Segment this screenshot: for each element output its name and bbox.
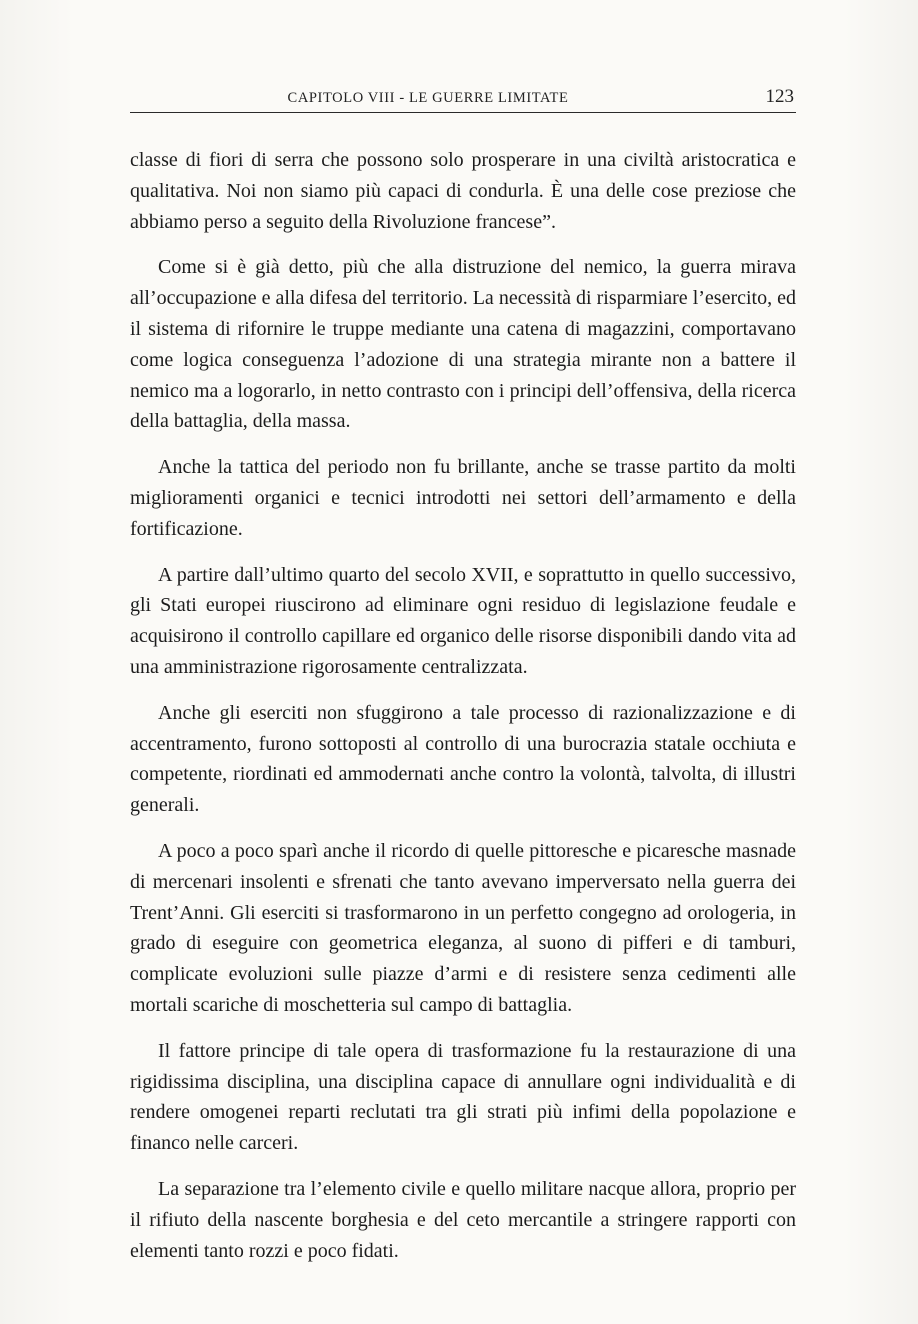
page-number: 123 bbox=[765, 86, 794, 107]
running-title: CAPITOLO VIII - LE GUERRE LIMITATE bbox=[287, 90, 569, 106]
paragraph-mercenaries: A poco a poco sparì anche il ricordo di quelle pittoresche e picaresche masnade di mercenari insolenti e sfrenati che tanto avevano imperversato nella guerra dei Trent’Anni. Gli eserciti si trasformarono in un perfetto congegno ad orologeria, in grado di eseguire con geometrica eleganza, al suono di pifferi e di tamburi, complicate evoluzioni sulle piazze d’armi e di resistere senza cedimenti alle mortali scariche di moschetteria sul campo di battaglia. bbox=[130, 839, 796, 1016]
running-header bbox=[130, 88, 796, 113]
body-text bbox=[130, 145, 796, 1262]
paragraph-tactics: Anche la tattica del periodo non fu brillante, anche se trasse partito da molti miglioramenti organici e tecnici introdotti nei settori dell’armamento e della fortificazione. bbox=[130, 456, 796, 540]
paragraph-separation: La separazione tra l’elemento civile e quello militare nacque allora, proprio per il rifiuto della nascente borghesia e del ceto mercantile a stringere rapporti con elementi tanto rozzi e poco fidati. bbox=[130, 1177, 796, 1262]
paragraph-discipline: Il fattore principe di tale opera di trasformazione fu la restaurazione di una rigidissima disciplina, una disciplina capace di annullare ogni individualità e di rendere omogenei reparti reclutati tra gli strati più infimi della popolazione e financo nelle carceri. bbox=[130, 1039, 796, 1155]
paragraph-strategy: Come si è già detto, più che alla distruzione del nemico, la guerra mirava all’occupazione e alla difesa del territorio. La necessità di risparmiare l’esercito, ed il sistema di rifornire le truppe mediante una catena di magazzini, comportavano come logica conseguenza l’adozione di una strategia mirante non a battere il nemico ma a logorarlo, in netto contrasto con i principi dell’offensiva, della ricerca della battaglia, della massa. bbox=[130, 256, 796, 433]
paragraph-armies-bureaucracy: Anche gli eserciti non sfuggirono a tale processo di razionalizzazione e di accentramento, furono sottoposti al controllo di una burocrazia statale occhiuta e competente, riordinati ed ammodernati anche contro la volontà, talvolta, di illustri generali. bbox=[130, 701, 796, 817]
paragraph-centralization: A partire dall’ultimo quarto del secolo XVII, e soprattutto in quello successivo, gli Stati europei riuscirono ad eliminare ogni residuo di legislazione feudale e acquisirono il controllo capillare ed organico delle risorse disponibili dando vita ad una amministrazione rigorosamente centralizzata. bbox=[130, 563, 796, 678]
paragraph-continuation: classe di fiori di serra che possono solo prosperare in una civiltà aristocratica e qualitativa. Noi non siamo più capaci di condurla. È una delle cose preziose che abbiamo perso a seguito della Rivoluzione francese”. bbox=[130, 149, 796, 233]
